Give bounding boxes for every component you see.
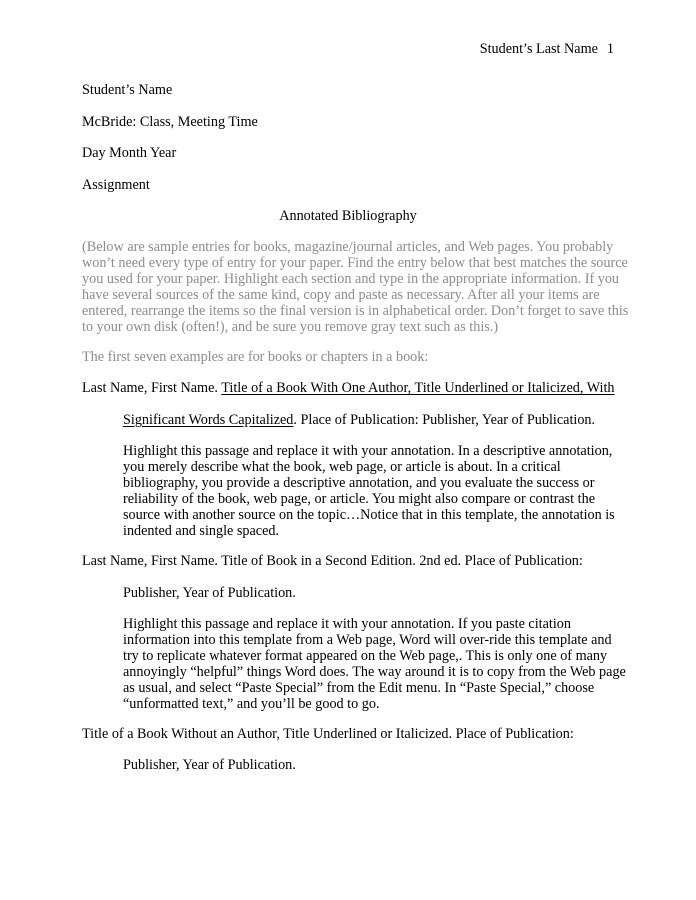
- citation-entry-3-line-2: Publisher, Year of Publication.: [123, 757, 296, 773]
- assignment-line: Assignment: [82, 177, 150, 193]
- instructions-paragraph: [82, 239, 628, 335]
- document-title: Annotated Bibliography: [279, 208, 417, 224]
- annotation-line: as usual, and select “Paste Special” from the Edit menu. In “Paste Special,” choose: [123, 680, 595, 696]
- citation-entry-3-line-1: Title of a Book Without an Author, Title Underlined or Italicized. Place of Publication:: [82, 726, 574, 742]
- citation-publication: . Place of Publication: Publisher, Year of Publication.: [293, 412, 596, 428]
- date-line: Day Month Year: [82, 145, 177, 161]
- student-name: Student’s Name: [82, 82, 173, 98]
- annotation-line: try to replicate whatever format appeared on the Web page,. This is only one of many: [123, 648, 608, 664]
- annotation-line: source with another source on the topic…Notice that in this template, the annotation is: [123, 507, 615, 523]
- annotation-1: [123, 443, 615, 539]
- annotation-line: information into this template from a Web page, Word will over-ride this template and: [123, 632, 612, 648]
- instructions-line: you used for your paper. Highlight each section and type in the appropriate information. If you: [82, 271, 620, 287]
- annotation-line: “unformatted text,” and you’ll be good to go.: [123, 696, 380, 712]
- annotation-line: Highlight this passage and replace it with your annotation. If you paste citation: [123, 616, 571, 632]
- instructions-line: entered, rearrange the items so the final version is in alphabetical order. Don’t forget to save this: [82, 303, 629, 319]
- annotation-line: reliability of the book, web page, or article. You might also compare or contrast the: [123, 491, 596, 507]
- citation-entry-2-line-2: Publisher, Year of Publication.: [123, 585, 296, 601]
- citation-entry-2-line-1: Last Name, First Name. Title of Book in a Second Edition. 2nd ed. Place of Publication:: [82, 553, 583, 569]
- annotation-2: [123, 616, 626, 712]
- citation-entry-1-line-1: [82, 380, 615, 396]
- annotation-line: indented and single spaced.: [123, 523, 280, 539]
- running-header: [480, 41, 614, 57]
- page-number: 1: [606, 41, 614, 57]
- books-note: The first seven examples are for books or chapters in a book:: [82, 349, 429, 365]
- citation-title: Title of a Book With One Author, Title Underlined or Italicized, With: [221, 380, 615, 396]
- annotation-line: bibliography, you provide a descriptive annotation, and you evaluate the success or: [123, 475, 595, 491]
- instructions-line: have several sources of the same kind, copy and paste as necessary. After all your items are: [82, 287, 600, 303]
- annotation-line: Highlight this passage and replace it with your annotation. In a descriptive annotation,: [123, 443, 613, 459]
- instructions-line: won’t need every type of entry for your paper. Find the entry below that best matches the source: [82, 255, 628, 271]
- annotation-line: you merely describe what the book, web page, or article is about. In a critical: [123, 459, 561, 475]
- annotation-line: annoyingly “helpful” things Word does. The way around it is to copy from the Web page: [123, 664, 626, 680]
- citation-author: Last Name, First Name.: [82, 380, 222, 396]
- instructions-line: (Below are sample entries for books, magazine/journal articles, and Web pages. You probably: [82, 239, 614, 255]
- running-head-text: Student’s Last Name: [479, 41, 598, 57]
- class-info: McBride: Class, Meeting Time: [82, 114, 258, 130]
- citation-title-continued: Significant Words Capitalized: [123, 412, 294, 428]
- citation-entry-1-line-2: [123, 412, 595, 428]
- instructions-line: to your own disk (often!), and be sure you remove gray text such as this.): [82, 319, 499, 335]
